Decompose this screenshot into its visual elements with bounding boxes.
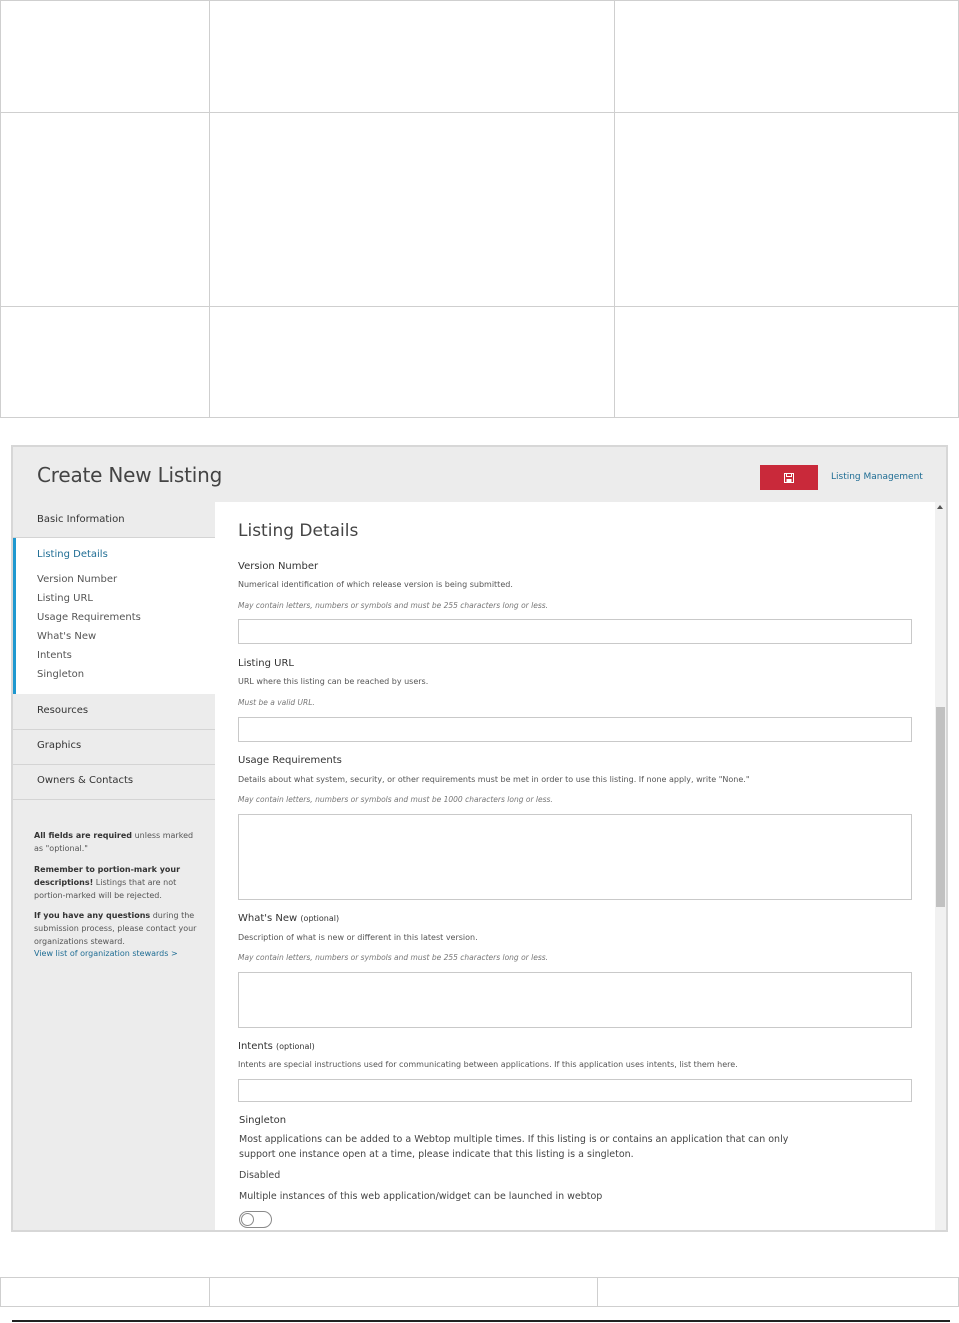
table-cell [210, 307, 615, 418]
table-cell [210, 113, 615, 307]
listing-url-description: URL where this listing can be reached by users. [238, 677, 429, 686]
table-cell [1, 307, 210, 418]
version-number-input[interactable] [238, 619, 912, 644]
listing-url-hint: Must be a valid URL. [238, 698, 315, 707]
questions-note-text: during the submission process, please contact your organizations steward. [34, 911, 197, 946]
singleton-description-line2: support one instance open at a time, please indicate that this listing is a singleton. [239, 1149, 634, 1160]
sidebar-item-listing-details[interactable] [13, 538, 215, 694]
singleton-state-description: Multiple instances of this web application/widget can be launched in webtop [239, 1191, 603, 1202]
empty-table-top [0, 0, 959, 418]
table-cell [210, 1278, 598, 1307]
page-divider [12, 1320, 950, 1322]
optional-tag: (optional) [300, 914, 340, 923]
table-cell [1, 113, 210, 307]
sidebar-item-label: Resources [37, 705, 89, 716]
listing-url-input[interactable] [238, 717, 912, 742]
table-cell [210, 1, 615, 113]
intents-label-text: Intents [238, 1041, 273, 1052]
whats-new-label [238, 913, 339, 924]
singleton-toggle[interactable] [239, 1211, 272, 1228]
stewards-link[interactable]: View list of organization stewards > [34, 949, 178, 958]
whats-new-textarea[interactable] [238, 972, 912, 1028]
empty-table-bottom [0, 1277, 959, 1307]
required-note-bold: All fields are required [34, 831, 133, 840]
sidebar-subitem-whats-new[interactable]: What's New [37, 631, 97, 642]
version-number-label: Version Number [238, 561, 319, 572]
sidebar-item-label: Owners & Contacts [37, 775, 134, 786]
listing-url-label: Listing URL [238, 658, 294, 669]
intents-input[interactable] [238, 1079, 912, 1102]
portion-mark-note-text: Listings that are not portion-marked will be rejected. [34, 878, 177, 900]
listing-screenshot [11, 445, 948, 1232]
sidebar-item-resources[interactable] [13, 694, 215, 730]
listing-management-link[interactable]: Listing Management [831, 472, 923, 482]
table-cell [1, 1, 210, 113]
sidebar-subitem-intents[interactable]: Intents [37, 650, 72, 661]
intents-description: Intents are special instructions used for communicating between applications. If this application uses intents, list them here. [238, 1060, 738, 1069]
page-header [13, 447, 946, 502]
sidebar-item-owners-contacts[interactable] [13, 765, 215, 800]
singleton-description-line1: Most applications can be added to a Webtop multiple times. If this listing is or contains an application that can only [239, 1134, 789, 1145]
sidebar-item-basic-information[interactable] [13, 502, 215, 538]
sidebar [13, 502, 215, 1232]
table-cell [615, 307, 959, 418]
required-note [34, 829, 204, 855]
scroll-thumb[interactable] [936, 707, 945, 907]
sidebar-subitem-usage-requirements[interactable]: Usage Requirements [37, 612, 141, 623]
usage-requirements-textarea[interactable] [238, 814, 912, 900]
whats-new-label-text: What's New [238, 913, 298, 924]
sidebar-subitem-singleton[interactable]: Singleton [37, 669, 85, 680]
intents-label [238, 1041, 315, 1052]
usage-requirements-description: Details about what system, security, or other requirements must be met in order to use this listing. If none apply, write "None." [238, 775, 750, 784]
table-cell [1, 1278, 210, 1307]
whats-new-description: Description of what is new or different in this latest version. [238, 933, 478, 942]
portion-mark-note-bold: Remember to portion-mark your descriptions! [34, 865, 181, 887]
page-title: Create New Listing [37, 463, 223, 487]
questions-note [34, 909, 204, 948]
table-cell [615, 1, 959, 113]
save-button[interactable] [760, 465, 818, 490]
sidebar-item-label: Graphics [37, 740, 82, 751]
sidebar-item-label: Listing Details [37, 549, 108, 560]
sidebar-subitem-listing-url[interactable]: Listing URL [37, 593, 93, 604]
usage-requirements-hint: May contain letters, numbers or symbols and must be 1000 characters long or less. [238, 795, 553, 804]
scroll-up-arrow-icon[interactable] [937, 505, 943, 509]
table-cell [598, 1278, 959, 1307]
sidebar-subitem-version-number[interactable]: Version Number [37, 574, 118, 585]
portion-mark-note [34, 863, 204, 902]
version-number-hint: May contain letters, numbers or symbols and must be 255 characters long or less. [238, 601, 549, 610]
singleton-state: Disabled [239, 1170, 281, 1181]
toggle-knob [241, 1213, 254, 1226]
singleton-label: Singleton [239, 1115, 287, 1126]
listing-details-form [215, 502, 935, 1232]
optional-tag: (optional) [276, 1042, 315, 1051]
required-note-text: unless marked as "optional." [34, 831, 194, 853]
sidebar-item-label: Basic Information [37, 514, 125, 525]
section-title: Listing Details [238, 521, 359, 541]
whats-new-hint: May contain letters, numbers or symbols and must be 255 characters long or less. [238, 953, 549, 962]
save-icon [784, 473, 794, 483]
sidebar-item-graphics[interactable] [13, 730, 215, 765]
version-number-description: Numerical identification of which release version is being submitted. [238, 580, 513, 589]
questions-note-bold: If you have any questions [34, 911, 151, 920]
table-cell [615, 113, 959, 307]
scrollbar[interactable] [935, 502, 946, 1232]
usage-requirements-label: Usage Requirements [238, 755, 342, 766]
